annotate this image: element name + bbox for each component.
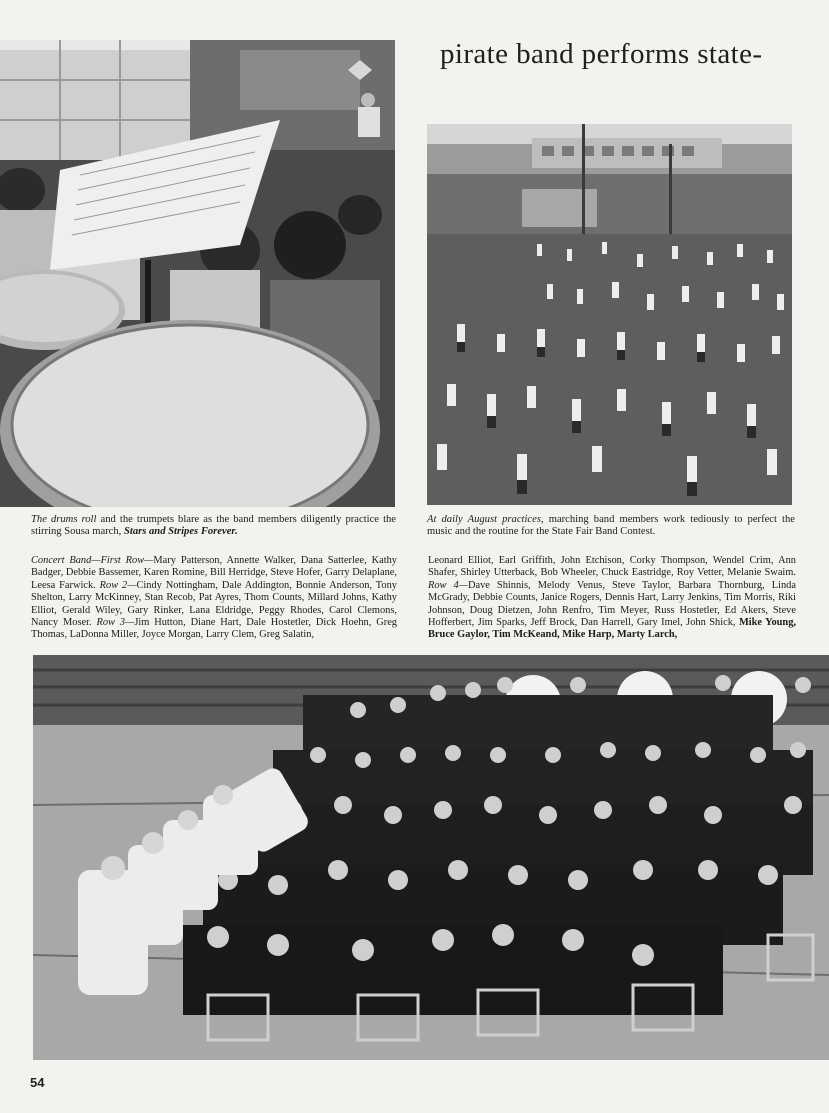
marching-practice-photo — [427, 124, 792, 505]
drums-caption-emphasis: Stars and Stripes Forever. — [123, 526, 238, 538]
roster-row3-continued: Leonard Elliot, Earl Griffith, John Etchison, Corky Thompson, Wendel Crim, Ann Shafer, Shirley Utterback, Bob Wheeler, Chuck Eastridge, Roy Vetter, Melanie Swaim. — [428, 555, 796, 579]
roster-row2-names: Cindy Nottingham, Dale Addington, Bonnie Anderson, Tony Shelton, Larry McKinney, Stan Recob, Pat Ayres, Thom Counts, Millard Johns, Kathy Elliot, Gerald Wiley, Gary Rinker, Lana Eldridge, Peggy Rhodes, Carol Clemons, Nancy Moser. — [31, 579, 397, 629]
practice-caption-lead: At daily August practices, — [427, 514, 544, 525]
rehearsal-drums-photo — [0, 40, 395, 507]
drums-caption-lead: The drums roll — [31, 514, 97, 525]
page-number: 54 — [30, 1075, 45, 1090]
roster-first-row-label: Concert Band—First Row— — [31, 555, 154, 566]
roster-row4-bold-names: Mike Young, Bruce Gaylor, Tim McKeand, Mike Harp, Marty Larch, — [428, 617, 796, 641]
practice-caption-body: marching band members work tediously to perfect the music and the routine for the State Fair Band Contest. — [427, 514, 795, 538]
roster-first-row-names: Mary Patterson, Annette Walker, Dana Satterlee, Kathy Badger, Debbie Bassemer, Karen Romine, Bill Herridge, Steve Hofer, Garry Delaplane, Leesa Farwick. — [31, 555, 397, 591]
drums-caption-body: and the trumpets blare as the band members diligently practice the stirring Sousa march, — [31, 514, 397, 538]
roster-row4-label: Row 4— — [428, 579, 468, 591]
roster-row3-label: Row 3— — [96, 617, 135, 629]
roster-row4-names: Dave Shinnis, Melody Venus, Steve Taylor, Barbara Thornburg, Linda McGrady, Debbie Counts, Janice Rogers, Dennis Hart, Larry Jenkins, Tim Morris, Riki Johnson, Doug Dietzen, John Renfro, Tim Meyer, Russ Hostetler, Ed Akers, Steve Hofferbert, Jim Sparks, Jeff Brock, Dan Harrell, Gary Imel, John Shick, — [428, 579, 796, 629]
roster-left-column — [31, 555, 397, 642]
practice-caption — [427, 514, 795, 538]
roster-row3-names: Jim Hutton, Diane Hart, Dale Hostetler, Dick Hoehn, Greg Thomas, LaDonna Miller, Joyce Morgan, Larry Clem, Greg Salatin, — [31, 617, 397, 641]
roster-row2-label: Row 2— — [99, 579, 137, 591]
drums-caption — [31, 514, 396, 538]
roster-right-column — [428, 555, 796, 642]
page-headline: pirate band performs state- — [440, 38, 763, 70]
concert-band-group-photo — [33, 655, 829, 1060]
